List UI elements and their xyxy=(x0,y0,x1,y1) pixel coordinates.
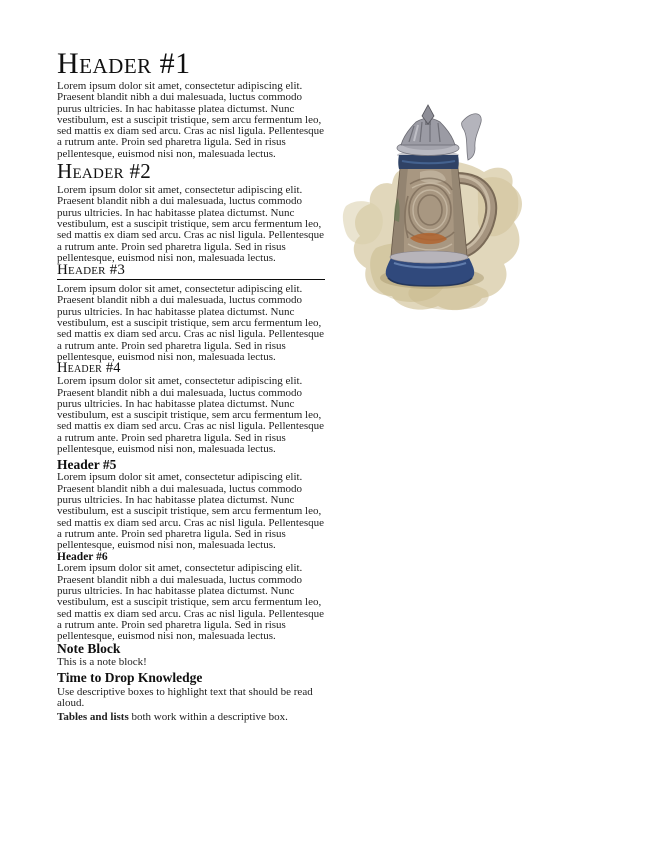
paragraph-4: Lorem ipsum dolor sit amet, consectetur adipiscing elit. Praesent blandit nibh a dui malesuada, luctus commodo purus ultricies. In hac habitasse platea dictumst. Nunc vestibulum, est a suscipit tristique, sem arcu fermentum leo, sed mattis ex diam sed arcu. Cras ac nisl ligula. Pellentesque a rutrum ante. Proin sed pharetra ligula. Sed in risus pellentesque, euismod nisi non, malesuada lectus. xyxy=(57,375,324,456)
tables-lists-rest: both work within a descriptive box. xyxy=(128,711,288,724)
tables-lists-text xyxy=(57,712,325,723)
beer-stein-image xyxy=(342,98,572,328)
text-column xyxy=(57,44,325,727)
stein-body xyxy=(391,168,467,256)
stein-base xyxy=(386,251,474,286)
paragraph-6: Lorem ipsum dolor sit amet, consectetur adipiscing elit. Praesent blandit nibh a dui malesuada, luctus commodo purus ultricies. In hac habitasse platea dictumst. Nunc vestibulum, est a suscipit tristique, sem arcu fermentum leo, sed mattis ex diam sed arcu. Cras ac nisl ligula. Pellentesque a rutrum ante. Proin sed pharetra ligula. Sed in risus pellentesque, euismod nisi non, malesuada lectus. xyxy=(57,562,324,643)
knowledge-title: Time to Drop Knowledge xyxy=(57,669,203,685)
tables-lists-bold: Tables and lists xyxy=(57,711,129,724)
header-2: Header #2 xyxy=(57,159,152,184)
read-aloud-text: Use descriptive boxes to highlight text that should be read aloud. xyxy=(57,685,313,710)
header-3: Header #3 xyxy=(57,263,325,280)
paragraph-1: Lorem ipsum dolor sit amet, consectetur adipiscing elit. Praesent blandit nibh a dui malesuada, luctus commodo purus ultricies. In hac habitasse platea dictumst. Nunc vestibulum, est a suscipit tristique, sem arcu fermentum leo, sed mattis ex diam sed arcu. Cras ac nisl ligula. Pellentesque a rutrum ante. Proin sed pharetra ligula. Sed in risus pellentesque, euismod nisi non, malesuada lectus. xyxy=(57,80,324,160)
paragraph-3: Lorem ipsum dolor sit amet, consectetur adipiscing elit. Praesent blandit nibh a dui malesuada, luctus commodo purus ultricies. In hac habitasse platea dictumst. Nunc vestibulum, est a suscipit tristique, sem arcu fermentum leo, sed mattis ex diam sed arcu. Cras ac nisl ligula. Pellentesque a rutrum ante. Proin sed pharetra ligula. Sed in risus pellentesque, euismod nisi non, malesuada lectus. xyxy=(57,283,324,363)
header-4: Header #4 xyxy=(57,360,121,377)
header-6: Header #6 xyxy=(57,551,108,564)
stein-lever xyxy=(462,114,482,160)
paragraph-2: Lorem ipsum dolor sit amet, consectetur adipiscing elit. Praesent blandit nibh a dui malesuada, luctus commodo purus ultricies. In hac habitasse platea dictumst. Nunc vestibulum, est a suscipit tristique, sem arcu fermentum leo, sed mattis ex diam sed arcu. Cras ac nisl ligula. Pellentesque a rutrum ante. Proin sed pharetra ligula. Sed in risus pellentesque, euismod nisi non, malesuada lectus. xyxy=(57,184,324,264)
header-1: Header #1 xyxy=(57,47,191,80)
note-block-text: This is a note block! xyxy=(57,656,147,669)
note-block-title: Note Block xyxy=(57,641,121,657)
paragraph-5: Lorem ipsum dolor sit amet, consectetur adipiscing elit. Praesent blandit nibh a dui malesuada, luctus commodo purus ultricies. In hac habitasse platea dictumst. Nunc vestibulum, est a suscipit tristique, sem arcu fermentum leo, sed mattis ex diam sed arcu. Cras ac nisl ligula. Pellentesque a rutrum ante. Proin sed pharetra ligula. Sed in risus pellentesque, euismod nisi non, malesuada lectus. xyxy=(57,471,324,552)
stein-lid xyxy=(397,105,459,169)
header-5: Header #5 xyxy=(57,457,117,473)
